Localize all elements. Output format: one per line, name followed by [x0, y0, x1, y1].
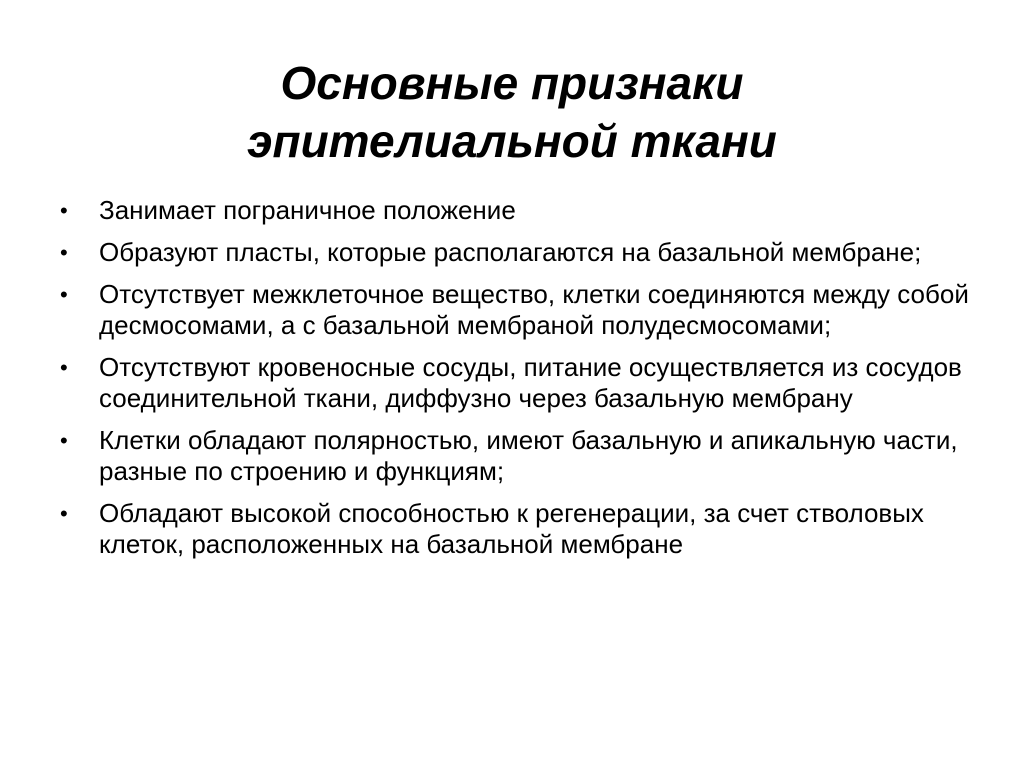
bullet-text: Отсутствуют кровеносные сосуды, питание осуществляется из сосудов соединительной ткани, диффузно через базальную мембрану: [99, 352, 962, 413]
bullet-icon: •: [60, 198, 68, 223]
bullet-text: Образуют пласты, которые располагаются на базальной мембране;: [99, 237, 922, 267]
bullet-icon: •: [60, 282, 68, 307]
bullet-item: [60, 352, 980, 414]
bullet-list: [60, 195, 980, 571]
bullet-icon: •: [60, 428, 68, 453]
bullet-item: [60, 195, 980, 226]
slide-title: [120, 54, 904, 170]
bullet-item: [60, 498, 980, 560]
bullet-text: Занимает пограничное положение: [99, 195, 516, 225]
slide-title-line-2: эпителиальной ткани: [247, 115, 777, 167]
bullet-item: [60, 279, 980, 341]
bullet-icon: •: [60, 240, 68, 265]
bullet-item: [60, 237, 980, 268]
bullet-icon: •: [60, 355, 68, 380]
bullet-text: Отсутствует межклеточное вещество, клетки соединяются между собой десмосомами, а с базальной мембраной полудесмосомами;: [99, 279, 969, 340]
bullet-item: [60, 425, 980, 487]
slide-title-line-1: Основные признаки: [280, 57, 744, 109]
bullet-text: Обладают высокой способностью к регенерации, за счет стволовых клеток, расположенных на базальной мембране: [99, 498, 924, 559]
bullet-text: Клетки обладают полярностью, имеют базальную и апикальную части, разные по строению и функциям;: [99, 425, 958, 486]
bullet-icon: •: [60, 501, 68, 526]
